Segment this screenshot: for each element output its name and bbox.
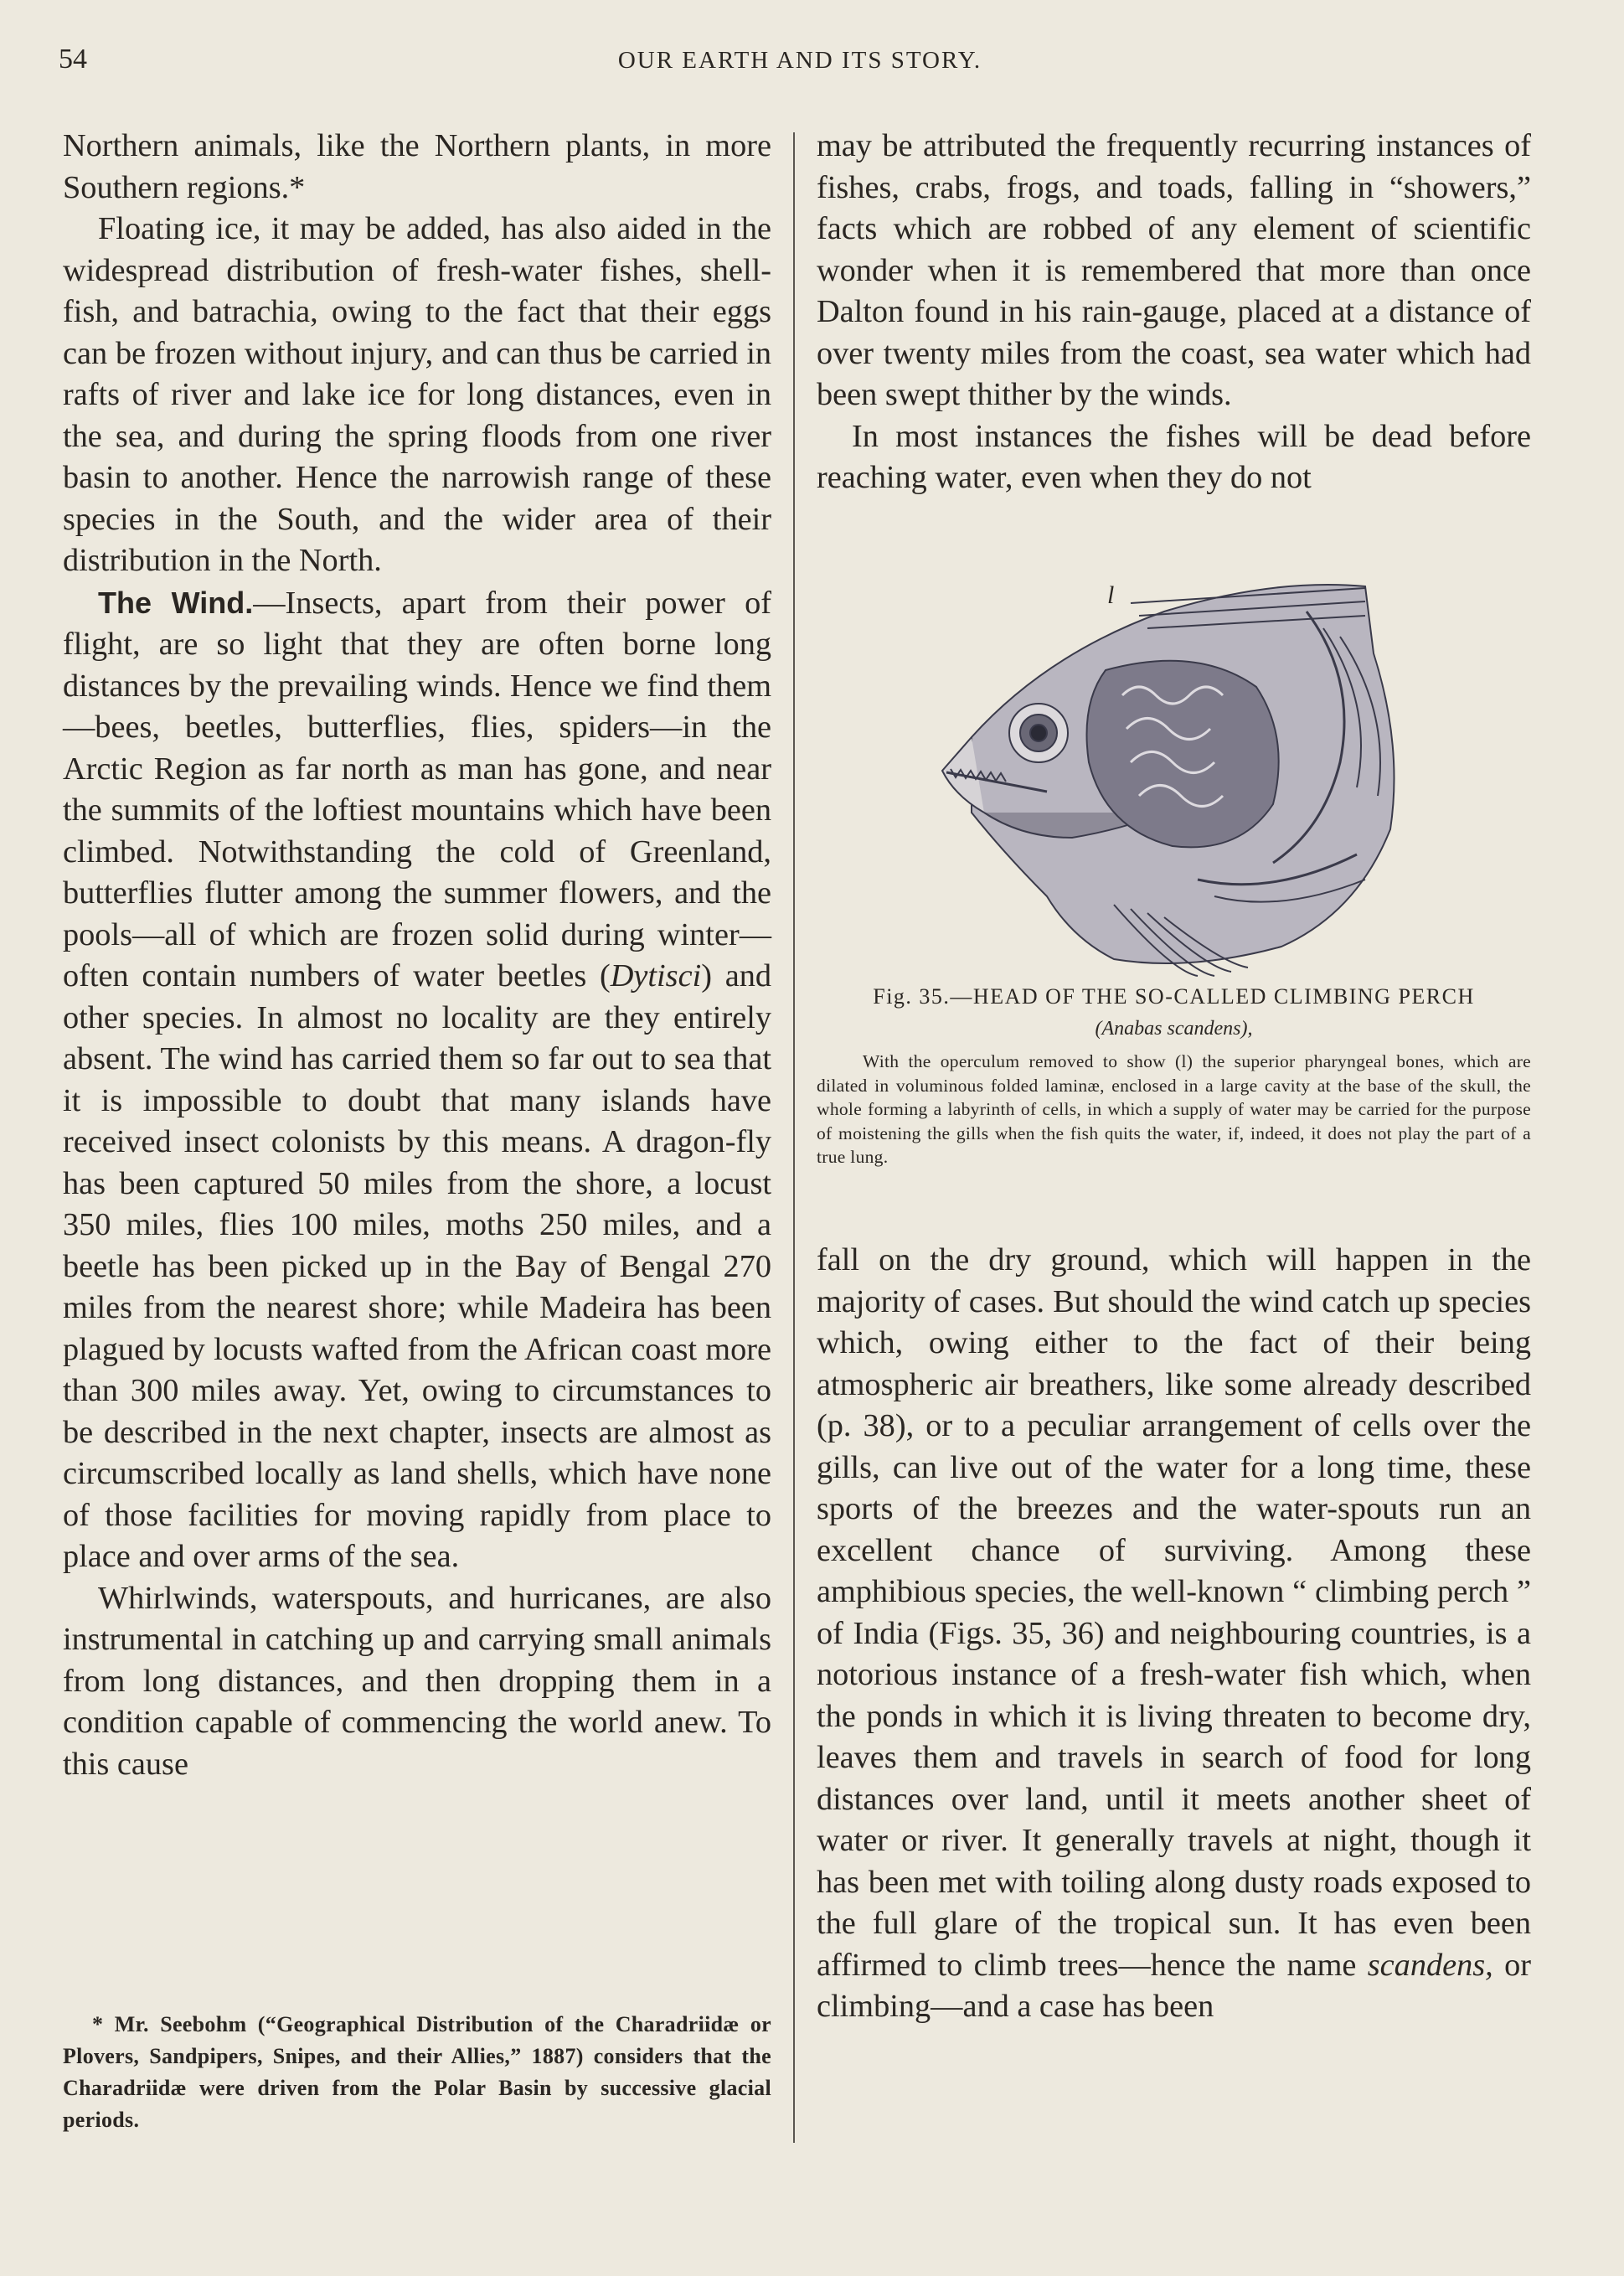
paragraph: In most instances the fishes will be dead before reaching water, even when they do not [817,418,1531,495]
italic-term: scandens, [1367,1947,1493,1983]
column-divider [793,132,795,2143]
right-column-bottom [817,1240,1531,2028]
figure-label-l: l [1107,581,1115,609]
paragraph: may be attributed the frequently recurring instances of fishes, crabs, frogs, and toads, falling in “showers,” facts which are robbed of any element of scientific wonder when it is remembered that more than once Dalton found in his rain-gauge, placed at a distance of over twenty miles from the coast, sea water which had been swept thither by the winds. [817,128,1531,412]
paragraph: Northern animals, like the Northern plants, in more Southern regions.* [63,128,771,205]
italic-term: Dytisci [610,958,702,993]
figure-caption-subtitle: (Anabas scandens), [1095,1018,1253,1040]
climbing-perch-engraving [921,578,1415,980]
paragraph-text: ) and other species. In almost no locality are they entirely absent. The wind has carried them so far out to sea that it is impossible to doubt that many islands have received insect colonists by this means. A dragon-fly has been captured 50 miles from the shore, a locust 350 miles, flies 100 miles, moths 250 miles, and a beetle has been picked up in the Bay of Bengal 270 miles from the nearest shore; while Madeira has been plagued by locusts wafted from the African coast more than 300 miles away. Yet, owing to circumstances to be described in the next chapter, insects are almost as circumscribed locally as land shells, which have none of those facilities for moving rapidly from place to place and over arms of the sea. [63,958,771,1574]
running-title: OUR EARTH AND ITS STORY. [617,47,982,74]
footnote: * Mr. Seebohm (“Geographical Distribution of the Charadriidæ or Plovers, Sandpipers, Snipes, and their Allies,” 1887) considers that the Charadriidæ were driven from the Polar Basin by successive glacial periods. [63,2012,771,2132]
section-sidehead: The Wind. [98,585,254,620]
paragraph: Floating ice, it may be added, has also aided in the widespread distribution of fresh-water fishes, shell-fish, and batrachia, owing to the fact that their eggs can be frozen without injury, and can thus be carried in rafts of river and lake ice for long distances, even in the sea, and during the spring floods from one river basin to another. Hence the narrowish range of these species in the South, and the wider area of their distribution in the North. [63,211,771,578]
left-column [63,126,771,1785]
fish-head-illustration [921,578,1415,980]
figure-caption-body: With the operculum removed to show (l) the superior pharyngeal bones, which are dilated in voluminous folded laminæ, enclosed in a large cavity at the base of the skull, the whole forming a labyrinth of cells, in which a supply of water may be carried for the purpose of moistening the gills when the fish quits the water, if, indeed, it does not play the part of a true lung. [817,1051,1531,1167]
paragraph: Whirlwinds, waterspouts, and hurricanes, are also instrumental in catching up and carrying small animals from long distances, and then dropping them in a condition capable of commencing the world anew. To this cause [63,1580,771,1782]
paragraph-the-wind [63,582,771,1578]
paragraph-text: fall on the dry ground, which will happen in the majority of cases. But should the wind catch up species which, owing either to the fact of their being atmospheric air breathers, like some already described (p. 38), or to a peculiar arrangement of cells over the gills, can live out of the water for a long time, these sports of the breezes and the water-spouts run an excellent chance of surviving. Among these amphibious species, the well-known “ climbing perch ” of India (Figs. 35, 36) and neighbouring countries, is a notorious instance of a fresh-water fish which, when the ponds in which it is living threaten to become dry, leaves them and travels in search of food for long distances over land, until it meets another sheet of water or river. It generally travels at night, though it has been met with toiling along dusty roads exposed to the full glare of the tropical sun. It has even been affirmed to climb trees—hence the name [817,1242,1531,1983]
paragraph [817,1240,1531,2028]
page-header [59,44,1541,85]
paragraph-text: or climbing—and a case has been [817,1947,1531,2024]
paragraph-text: —Insects, apart from their power of flight, are so light that they are often borne long distances by the prevailing winds. Hence we find them—bees, beetles, butterflies, flies, spiders—in the Arctic Region as far north as man has gone, and near the summits of the loftiest mountains which have been climbed. Notwithstanding the cold of Greenland, butterflies flutter among the summer flowers, and the pools—all of which are frozen solid during winter—often contain numbers of water beetles ( [63,585,771,993]
right-column-top [817,126,1531,499]
page-number: 54 [59,44,87,75]
figure-caption-title: Fig. 35.—HEAD OF THE SO-CALLED CLIMBING PERCH [873,984,1475,1009]
